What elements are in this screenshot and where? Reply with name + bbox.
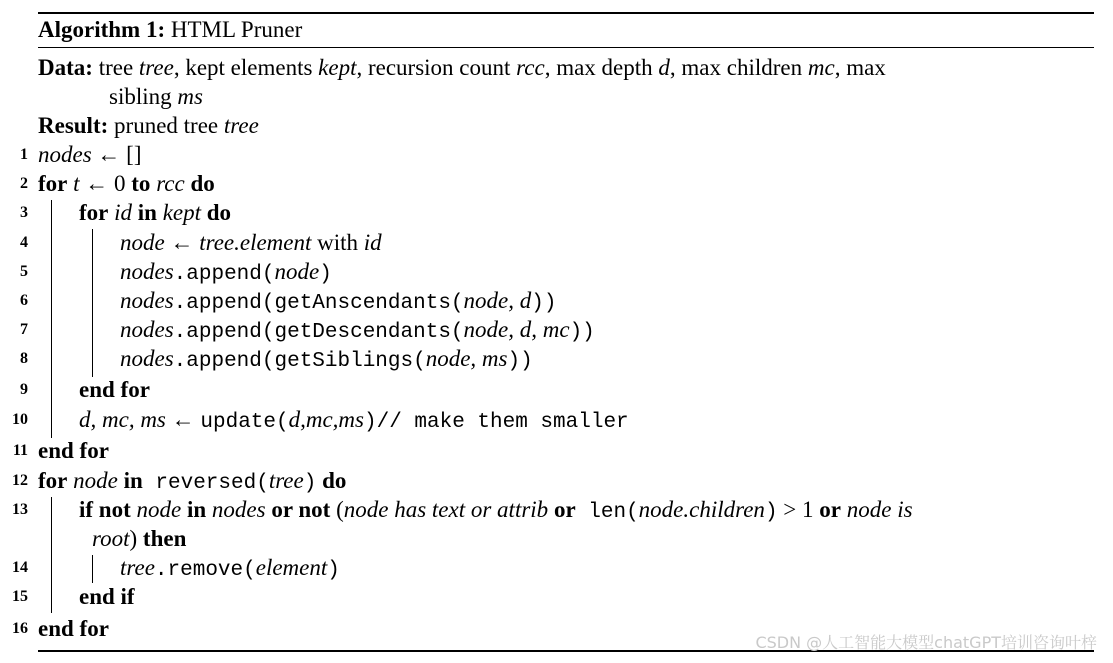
code-line-16	[38, 614, 109, 643]
keyword: end for	[38, 438, 109, 463]
text: ← 0	[79, 171, 132, 196]
line-number: 3	[20, 204, 28, 221]
scope-bar-inner-for	[92, 229, 93, 377]
keyword: or	[548, 497, 576, 522]
arg: node is	[841, 497, 913, 522]
function: .append(getDescendants(	[173, 321, 464, 344]
result-var: tree	[223, 113, 259, 138]
function: )	[764, 501, 778, 524]
keyword: do	[184, 171, 215, 196]
keyword: do	[201, 200, 232, 225]
function: update(	[200, 411, 289, 434]
function: len(	[575, 501, 639, 524]
line-number: 12	[12, 472, 28, 489]
var: d, mc, ms	[79, 407, 166, 432]
line-number: 14	[12, 559, 28, 576]
data-text: , recursion count	[356, 55, 511, 80]
result-label: Result:	[38, 113, 109, 138]
var: nodes	[206, 497, 266, 522]
keyword: end for	[38, 616, 109, 641]
code-line-8	[120, 344, 533, 376]
line-number: 2	[20, 175, 28, 192]
line-number: 10	[12, 411, 28, 428]
keyword: if not	[79, 497, 131, 522]
data-var: mc	[807, 55, 835, 80]
result-text: pruned tree	[114, 113, 219, 138]
line-number: 11	[12, 442, 28, 459]
var: id	[363, 230, 382, 255]
var: nodes	[120, 317, 174, 342]
var: t	[67, 171, 80, 196]
keyword: or not	[265, 497, 331, 522]
data-text: sibling	[109, 84, 172, 109]
arg: d,mc,ms	[288, 407, 364, 432]
data-line-continued	[109, 82, 203, 111]
code-line-13	[79, 495, 913, 527]
function: reversed(	[142, 472, 269, 495]
var: nodes	[120, 288, 174, 313]
line-number: 4	[20, 234, 28, 251]
data-text: , max	[834, 55, 886, 80]
code-line-10	[79, 405, 629, 437]
code-line-12	[38, 466, 346, 498]
keyword: do	[316, 468, 347, 493]
arg: node has text or attrib	[343, 497, 549, 522]
keyword: for	[38, 171, 68, 196]
var: kept	[156, 200, 202, 225]
algorithm-title	[38, 15, 302, 45]
comment: )// make them smaller	[364, 411, 629, 434]
scope-bar-if	[92, 555, 93, 583]
arg: node, d	[463, 288, 532, 313]
var: nodes	[120, 259, 174, 284]
keyword: end if	[79, 584, 135, 609]
var: rcc	[150, 171, 185, 196]
scope-bar-reversed-for	[51, 497, 52, 613]
data-var: rcc	[516, 55, 545, 80]
line-number: 15	[12, 588, 28, 605]
line-number: 16	[12, 620, 28, 637]
var: nodes	[120, 346, 174, 371]
data-text: , max children	[669, 55, 803, 80]
scope-bar-outer-for	[51, 200, 52, 438]
data-line	[38, 53, 886, 82]
data-var: d	[658, 55, 670, 80]
code-line-9	[79, 375, 150, 404]
data-label: Data:	[38, 55, 93, 80]
text: ←	[165, 407, 201, 432]
keyword: in	[132, 200, 157, 225]
code-line-11	[38, 436, 109, 465]
code-line-15	[79, 582, 135, 611]
text: > 1	[777, 497, 820, 522]
keyword: or	[819, 497, 841, 522]
arg: root	[92, 526, 130, 551]
function: ))	[531, 292, 557, 315]
code-line-7	[120, 315, 595, 347]
code-line-6	[120, 286, 556, 318]
line-number: 9	[20, 381, 28, 398]
var: node	[130, 497, 182, 522]
arg: node	[274, 259, 320, 284]
text: )	[129, 526, 138, 551]
title-rule	[38, 47, 1094, 48]
data-var: ms	[177, 84, 203, 109]
keyword: end for	[79, 377, 150, 402]
text: with	[311, 230, 364, 255]
code-line-13-continued	[92, 524, 186, 553]
function: ))	[569, 321, 595, 344]
function: .append(getAnscendants(	[173, 292, 464, 315]
data-text: , kept elements	[173, 55, 313, 80]
data-text: tree	[98, 55, 134, 80]
arg: tree	[268, 468, 304, 493]
code-line-4	[120, 228, 382, 257]
var: node	[120, 230, 165, 255]
keyword: in	[181, 497, 207, 522]
line-number: 13	[12, 501, 28, 518]
text: ←	[164, 230, 200, 255]
result-line	[38, 111, 259, 140]
top-rule	[38, 12, 1094, 14]
keyword: to	[131, 171, 151, 196]
text: (	[330, 497, 344, 522]
var: tree.element	[199, 230, 312, 255]
arg: node, d, mc	[463, 317, 570, 342]
algorithm-name: HTML Pruner	[170, 17, 303, 42]
keyword: for	[38, 468, 68, 493]
var: nodes	[38, 142, 92, 167]
line-number: 6	[20, 292, 28, 309]
keyword: in	[117, 468, 143, 493]
line-number: 1	[20, 146, 28, 163]
arg: element	[255, 555, 328, 580]
function: )	[319, 263, 332, 286]
var: tree	[120, 555, 155, 580]
data-var: tree	[138, 55, 174, 80]
line-number: 5	[20, 263, 28, 280]
function: )	[327, 559, 340, 582]
code-line-14	[120, 553, 340, 585]
var: node	[67, 468, 118, 493]
data-var: kept	[318, 55, 357, 80]
function: .append(	[173, 263, 275, 286]
code-line-2	[38, 169, 215, 198]
var: id	[108, 200, 133, 225]
function: )	[303, 472, 317, 495]
function: .append(getSiblings(	[173, 350, 426, 373]
algorithm-label: Algorithm 1:	[38, 17, 166, 42]
keyword: then	[137, 526, 187, 551]
keyword: for	[79, 200, 109, 225]
code-line-5	[120, 257, 332, 289]
function: .remove(	[154, 559, 256, 582]
code-line-3	[79, 198, 231, 227]
function: ))	[507, 350, 533, 373]
data-text: , max depth	[544, 55, 653, 80]
watermark: CSDN @人工智能大模型chatGPT培训咨询叶梓	[755, 633, 1097, 652]
arg: node, ms	[425, 346, 508, 371]
line-number: 8	[20, 350, 28, 367]
line-number: 7	[20, 321, 28, 338]
text: ← []	[91, 142, 142, 167]
arg: node.children	[638, 497, 765, 522]
code-line-1	[38, 140, 142, 169]
